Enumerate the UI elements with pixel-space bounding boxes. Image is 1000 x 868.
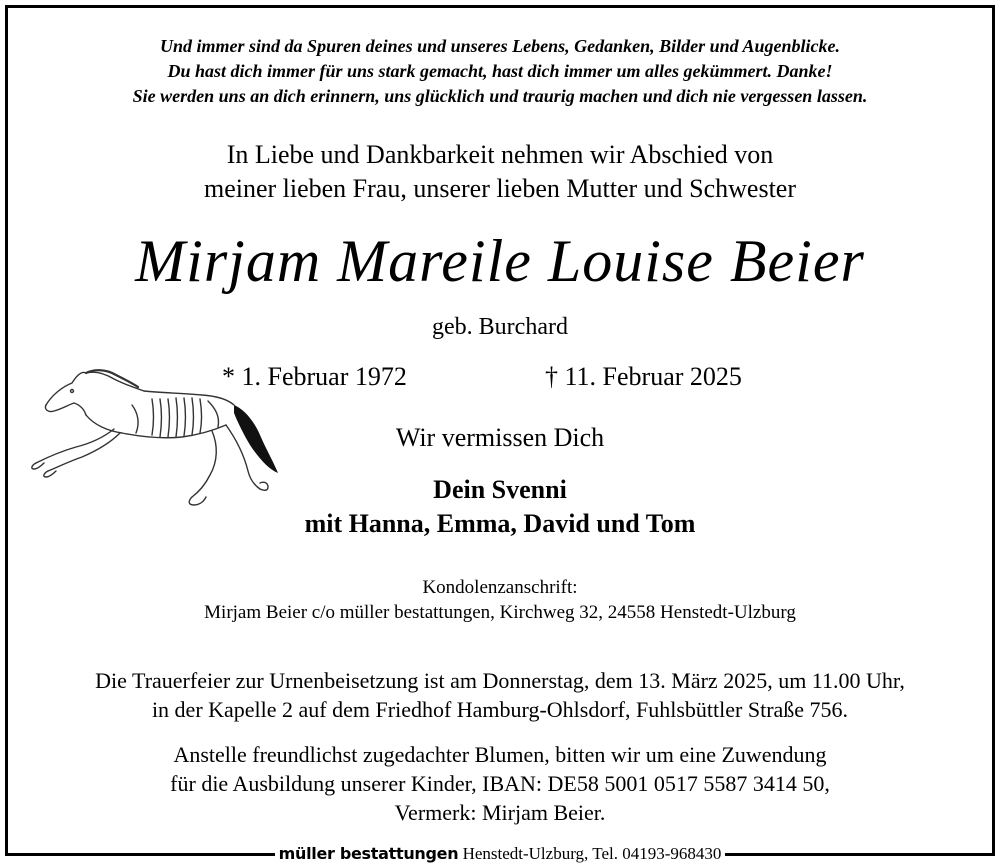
motto: [0, 34, 1000, 109]
maiden-name: geb. Burchard: [432, 314, 568, 340]
service-line: Die Trauerfeier zur Urnenbeisetzung ist am Donnerstag, dem 13. März 2025, um 11.00 Uhr,: [95, 668, 905, 693]
donation-line: für die Ausbildung unserer Kinder, IBAN: DE58 5001 0517 5587 3414 50,: [170, 771, 830, 796]
condolence-address: [0, 575, 1000, 625]
condolence-label: Kondolenzanschrift:: [422, 577, 578, 598]
intro-line: meiner lieben Frau, unserer lieben Mutter und Schwester: [203, 174, 797, 203]
intro-text: [0, 138, 1000, 206]
service-line: in der Kapelle 2 auf dem Friedhof Hamburg-Ohlsdorf, Fuhlsbüttler Straße 756.: [151, 697, 849, 722]
motto-line: Sie werden uns an dich erinnern, uns glücklich und traurig machen und dich nie vergessen lassen.: [132, 86, 868, 106]
signer-line: Dein Svenni: [433, 475, 567, 504]
farewell-message: Wir vermissen Dich: [395, 423, 605, 452]
intro-line: In Liebe und Dankbarkeit nehmen wir Abschied von: [226, 140, 774, 169]
condolence-address-line: Mirjam Beier c/o müller bestattungen, Kirchweg 32, 24558 Henstedt-Ulzburg: [204, 602, 796, 623]
funeral-home-brand: müller bestattungen: [278, 844, 459, 863]
funeral-service-info: [0, 666, 1000, 724]
motto-line: Du hast dich immer für uns stark gemacht, hast dich immer um alles gekümmert. Danke!: [167, 61, 833, 81]
donation-line: Vermerk: Mirjam Beier.: [394, 800, 606, 825]
motto-line: Und immer sind da Spuren deines und unseres Lebens, Gedanken, Bilder und Augenblicke.: [160, 36, 840, 56]
funeral-home-contact: Henstedt-Ulzburg, Tel. 04193-968430: [462, 844, 722, 863]
signer-line: mit Hanna, Emma, David und Tom: [304, 509, 696, 538]
deceased-name: Mirjam Mareile Louise Beier: [135, 228, 865, 294]
donation-line: Anstelle freundlichst zugedachter Blumen, bitten wir um eine Zuwendung: [173, 742, 827, 767]
birth-date: * 1. Februar 1972: [222, 362, 407, 391]
death-date: † 11. Februar 2025: [545, 362, 742, 391]
funeral-home-credit: [275, 843, 726, 865]
footer: [0, 843, 1000, 865]
donation-request: [0, 740, 1000, 827]
signers: [0, 473, 1000, 541]
